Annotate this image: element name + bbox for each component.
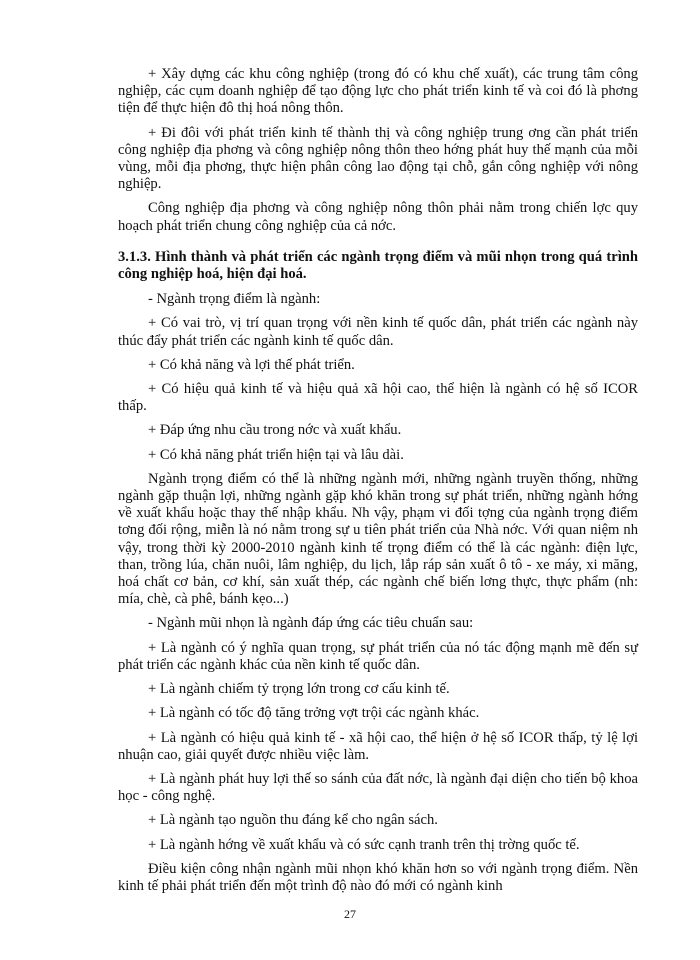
paragraph-key-sector-efficiency: + Có hiệu quả kinh tế và hiệu quả xã hội cao, thể hiện là ngành có hệ số ICOR thấp. — [118, 381, 638, 415]
paragraph-spearhead-importance: + Là ngành có ý nghĩa quan trọng, sự phát triển của nó tác động mạnh mẽ đến sự phát triển các ngành khác của nền kinh tế quốc dân. — [118, 639, 638, 673]
paragraph-local-industry: Công nghiệp địa phơng và công nghiệp nông thôn phải nằm trong chiến lợc quy hoạch phát triển chung công nghiệp của cả nớc. — [118, 200, 638, 234]
paragraph-spearhead-share: + Là ngành chiếm tỷ trọng lớn trong cơ cấu kinh tế. — [148, 681, 450, 698]
paragraph-key-sector-role: + Có vai trò, vị trí quan trọng với nền kinh tế quốc dân, phát triển các ngành này thúc đẩy phát triển các ngành kinh tế quốc dân. — [118, 315, 638, 349]
paragraph-spearhead-intro: - Ngành mũi nhọn là ngành đáp ứng các tiêu chuẩn sau: — [148, 615, 474, 632]
paragraph-spearhead-advantage: + Là ngành phát huy lợi thế so sánh của đất nớc, là ngành đại diện cho tiến bộ khoa học - công nghệ. — [118, 770, 638, 805]
paragraph-spearhead-revenue: + Là ngành tạo nguồn thu đáng kể cho ngân sách. — [148, 812, 438, 829]
paragraph-key-sector-scope: Ngành trọng điểm có thể là những ngành mới, những ngành truyền thống, những ngành gặp thuận lợi, những ngành gặp khó khăn trong sự phát triển, những ngành hớng về xuất khẩu hoặc thay thế nhập khẩu. Nh vậy, phạm vi đối tợng của ngành trọng điểm tơng đối rộng, miễn là nó nằm trong sự u tiên phát triển của Nhà nớc. Với quan niệm nh vậy, trong thời kỳ 2000-2010 ngành kinh tế trọng điểm có thể là các ngành: điện lực, than, trồng lúa, chăn nuôi, lâm nghiệp, du lịch, lắp ráp sản xuất ô tô - xe máy, xi măng, hoá chất cơ bản, cơ khí, sản xuất thép, các ngành chế biến lơng thực, thực phẩm (nh: mía, chè, cà phê, bánh kẹo...) — [118, 470, 638, 608]
paragraph-spearhead-export: + Là ngành hớng về xuất khẩu và có sức cạnh tranh trên thị trờng quốc tế. — [148, 836, 580, 853]
paragraph-key-sector-demand: + Đáp ứng nhu cầu trong nớc và xuất khẩu. — [148, 422, 402, 439]
paragraph-spearhead-efficiency: + Là ngành có hiệu quả kinh tế - xã hội cao, thể hiện ở hệ số ICOR thấp, tỷ lệ lợi nhuận cao, giải quyết được nhiều việc làm. — [118, 729, 638, 763]
paragraph-key-sector-advantage: + Có khả năng và lợi thế phát triển. — [148, 356, 355, 373]
paragraph-key-sector-longterm: + Có khả năng phát triển hiện tại và lâu dài. — [148, 446, 404, 463]
page-body — [118, 66, 638, 902]
paragraph-industrial-zones: + Xây dựng các khu công nghiệp (trong đó có khu chế xuất), các trung tâm công nghiệp, các cụm doanh nghiệp để tạo động lực cho phát triển kinh tế và coi đó là phơng tiện để thực hiện đô thị hoá nông thôn. — [118, 66, 638, 117]
paragraph-spearhead-conditions: Điều kiện công nhận ngành mũi nhọn khó khăn hơn so với ngành trọng điểm. Nền kinh tế phải phát triển đến một trình độ nào đó mới có ngành kinh — [118, 860, 638, 894]
page-number: 27 — [344, 907, 356, 921]
section-heading: 3.1.3. Hình thành và phát triển các ngành trọng điểm và mũi nhọn trong quá trình công nghiệp hoá, hiện đại hoá. — [118, 248, 638, 283]
paragraph-urban-rural-industry: + Đi đôi với phát triển kinh tế thành thị và công nghiệp trung ơng cần phát triển công nghiệp địa phơng và công nghiệp nông thôn theo hớng phát huy thế mạnh của mỗi vùng, mỗi địa phơng, thực hiện phân công lao động tại chỗ, gắn công nghiệp với nông nghiệp. — [118, 124, 638, 193]
paragraph-key-sector-intro: - Ngành trọng điểm là ngành: — [148, 291, 321, 308]
paragraph-spearhead-growth: + Là ngành có tốc độ tăng trởng vợt trội các ngành khác. — [148, 705, 480, 722]
